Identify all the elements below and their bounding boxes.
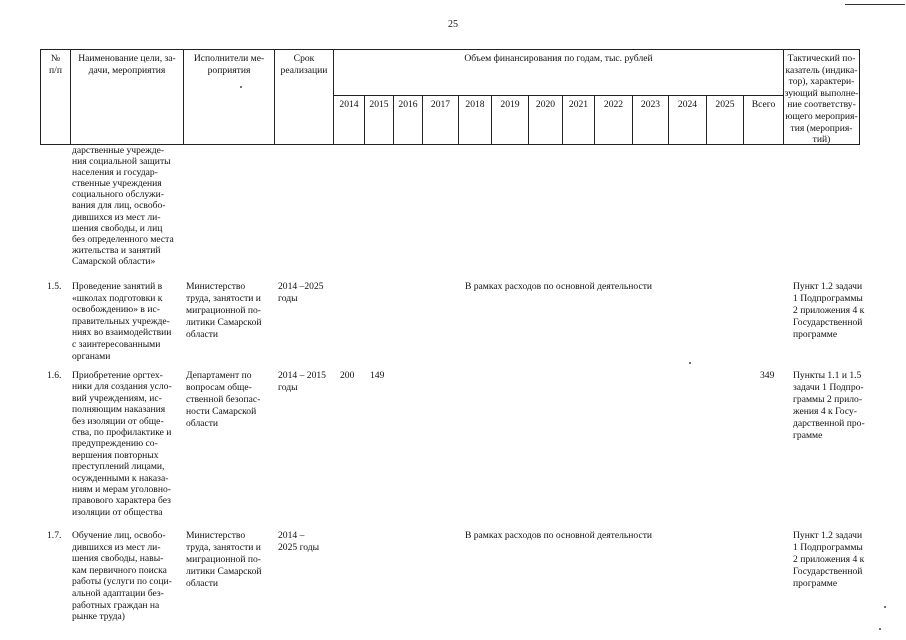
table-grid xyxy=(859,49,860,145)
header-name: Наименование цели, за- дачи, мероприятия xyxy=(78,53,176,76)
row-executor: Министерство труда, занятости и миграционной по- литики Самарской области xyxy=(186,530,262,589)
row-name: Приобретение оргтех- ники для создания усло- вий учреждениям, ис- полняющим наказания без изоляции от обще- ства, по профилактике и предупреждению со- вершения повторных преступлений лицами, осужденными к наказа- ниям и мерам уголовно- правового характера без изоляции от общества xyxy=(72,370,172,518)
header-year: 2014 xyxy=(339,99,359,110)
header-year: 2023 xyxy=(640,99,661,110)
header-year: 2022 xyxy=(603,99,624,110)
header-year: 2016 xyxy=(398,99,418,110)
row-indicator: Пункт 1.2 задачи 1 Подпрограммы 2 приложения 4 к Государственной программе xyxy=(793,530,865,589)
row-funding-note: В рамках расходов по основной деятельности xyxy=(464,281,653,292)
header-funding: Объем финансирования по годам, тыс. рублей xyxy=(464,53,653,64)
header-year: 2024 xyxy=(677,99,698,110)
header-year: 2021 xyxy=(568,99,589,110)
table-grid xyxy=(333,95,783,96)
row-term: 2014 – 2015 годы xyxy=(278,370,326,393)
header-year: 2015 xyxy=(369,99,389,110)
row-indicator: Пункты 1.1 и 1.5 задачи 1 Подпро- граммы 2 прило- жения 4 к Госу- дарственной про- грамме xyxy=(793,370,865,441)
header-number: № п/п xyxy=(49,53,62,76)
row-term: 2014 – 2025 годы xyxy=(278,530,320,553)
row-value-total: 349 xyxy=(760,370,775,381)
header-year: 2020 xyxy=(535,99,556,110)
scan-speck xyxy=(689,362,691,364)
scan-speck xyxy=(879,628,881,630)
row-continuation-name: дарственные учрежде- ния социальной защиты населения и государ- ственные учреждения социального обслужи- вания для лиц, освобо- дившихся из мест ли- шения свободы, и лиц без определенного места жительства и занятий Самарской области» xyxy=(72,145,174,267)
header-year: 2017 xyxy=(430,99,451,110)
header-term: Срок реализации xyxy=(280,53,328,76)
row-funding-note: В рамках расходов по основной деятельности xyxy=(464,530,653,541)
row-value-2014: 200 xyxy=(340,370,355,381)
row-executor: Министерство труда, занятости и миграционной по- литики Самарской области xyxy=(186,281,262,340)
row-number: 1.5. xyxy=(47,281,62,292)
row-name: Обучение лиц, освобо- дившихся из мест ли- шения свободы, навы- кам первичного поиска работы (услуги по соци- альной адаптации без- работных граждан на рынке труда) xyxy=(72,530,172,623)
top-rule xyxy=(845,4,905,5)
header-executors: Исполнители ме- роприятия xyxy=(193,53,265,76)
row-number: 1.7. xyxy=(47,530,62,541)
row-name: Проведение занятий в «школах подготовки к освобождению» в ис- правительных учрежде- ниях во взаимодействии с заинтересованными органами xyxy=(72,281,172,362)
row-indicator: Пункт 1.2 задачи 1 Подпрограммы 2 приложения 4 к Государственной программе xyxy=(793,281,865,340)
row-term: 2014 –2025 годы xyxy=(278,281,324,304)
table-grid xyxy=(40,49,860,50)
row-number: 1.6. xyxy=(47,370,62,381)
row-executor: Департамент по вопросам обще- ственной безопас- ности Самарской области xyxy=(186,370,261,429)
header-indicator: Тактический по- казатель (индика- тор), характери- зующий выполне- ние соответству- ющего мероприя- тия (мероприя- тий) xyxy=(784,53,859,146)
row-value-2015: 149 xyxy=(370,370,385,381)
header-total: Всего xyxy=(751,99,776,110)
scan-speck xyxy=(884,606,886,608)
header-year: 2025 xyxy=(715,99,735,110)
header-year: 2019 xyxy=(500,99,520,110)
scan-speck xyxy=(240,86,242,88)
page-number: 25 xyxy=(448,19,458,30)
header-year: 2018 xyxy=(465,99,485,110)
